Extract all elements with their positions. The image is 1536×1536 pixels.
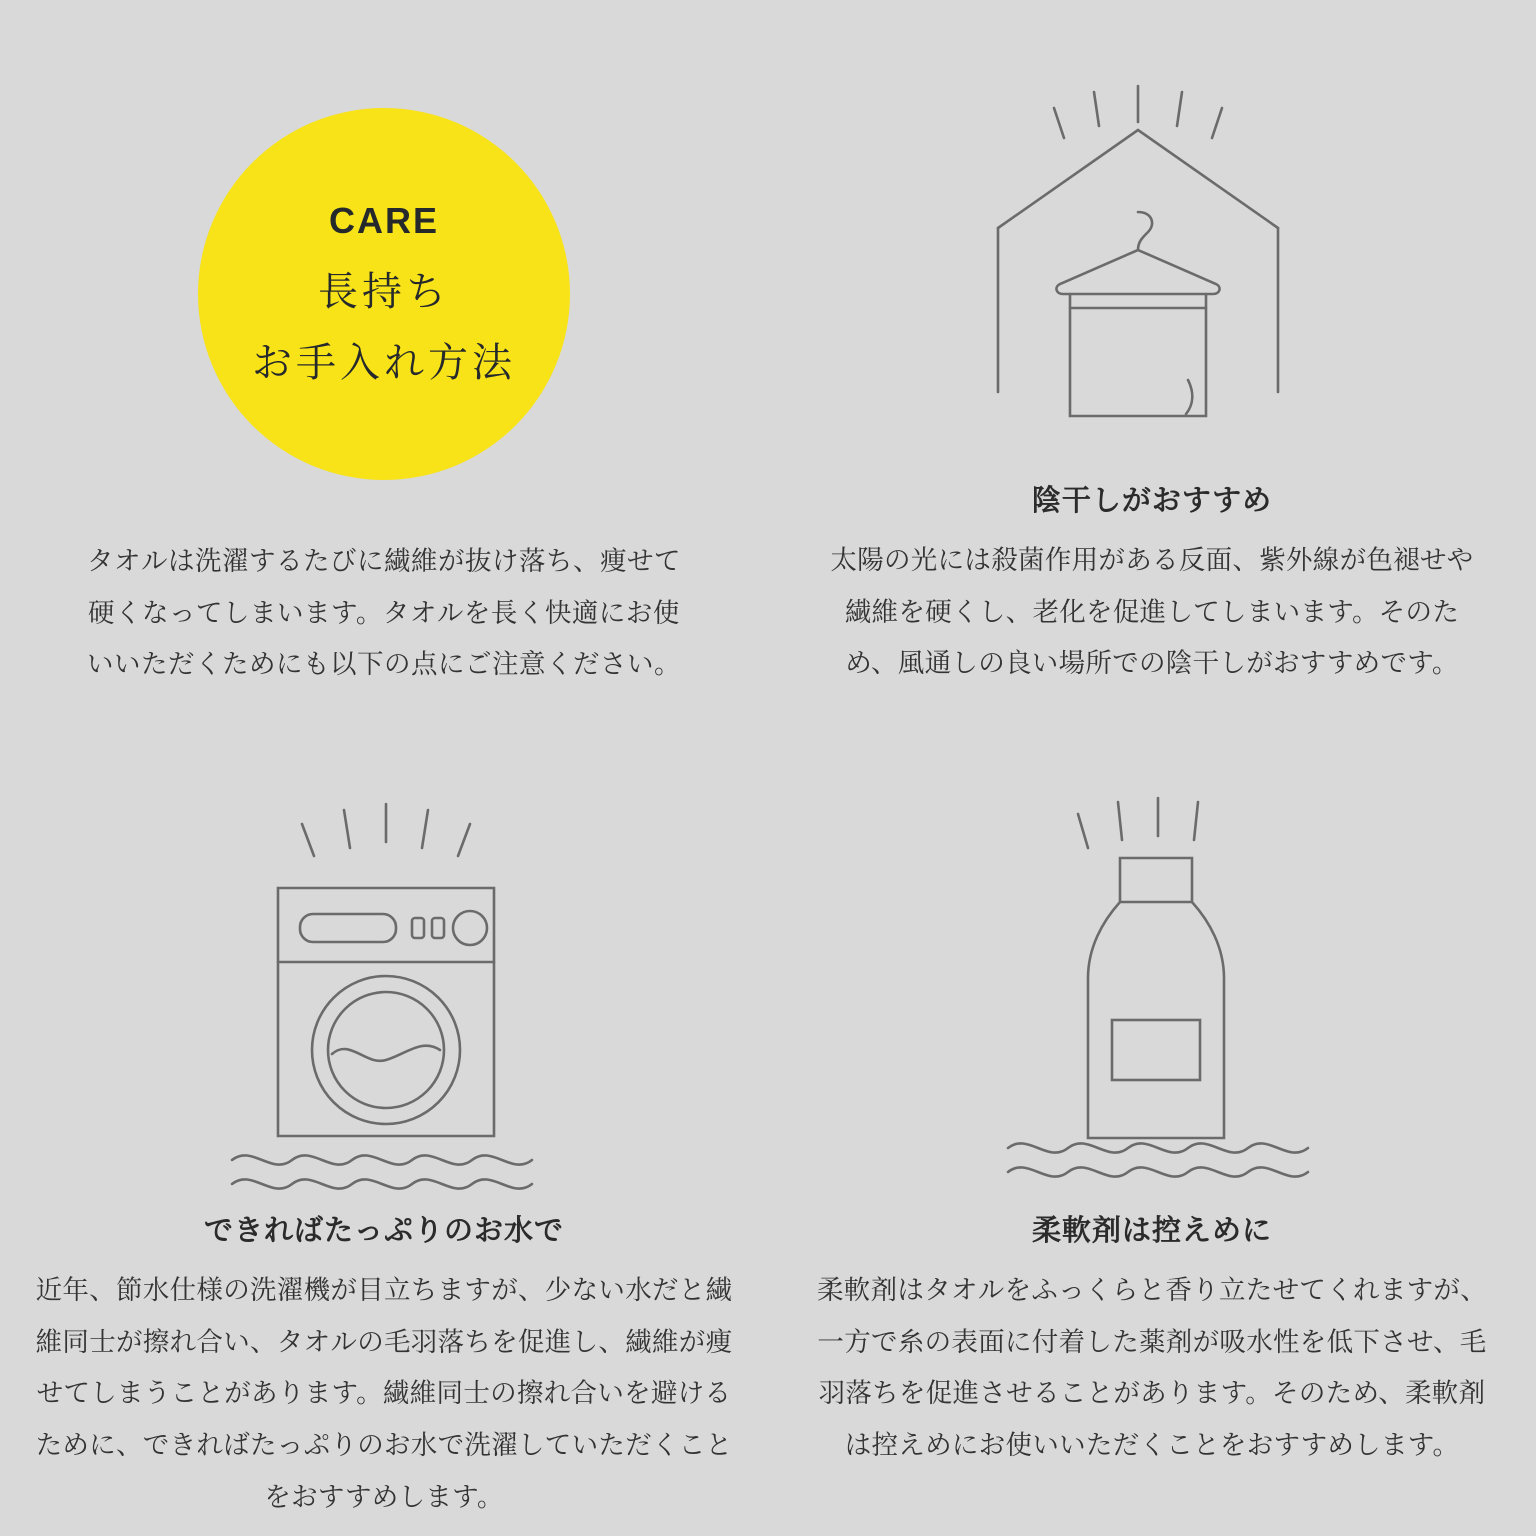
card-title-shade-dry: 陰干しがおすすめ — [1031, 485, 1273, 517]
card-body-shade-dry: 太陽の光には殺菌作用がある反面、紫外線が色褪せや繊維を硬くし、老化を促進してしまいます。そのため、風通しの良い場所での陰干しがおすすめです。 — [830, 545, 1474, 679]
card-body-less-softener: 柔軟剤はタオルをふっくらと香り立たせてくれますが、一方で糸の表面に付着した薬剤が吸水性を低下させ、毛羽落ちを促進させることがあります。そのため、柔軟剤は控えめにお使いいただくことをおすすめします。 — [817, 1275, 1487, 1461]
detergent-bottle-icon — [932, 792, 1372, 1192]
badge-title-en: CARE — [328, 200, 439, 241]
card-title-less-softener: 柔軟剤は控えめに — [1031, 1215, 1272, 1247]
care-badge-cell — [0, 0, 768, 770]
badge-title-jp-line1: 長持ち — [318, 270, 450, 314]
badge-title-jp-line2: お手入れ方法 — [252, 341, 516, 385]
card-shade-dry — [768, 0, 1536, 770]
badge-intro-text: タオルは洗濯するたびに繊維が抜け落ち、痩せて硬くなってしまいます。タオルを長く快適にお使いいただくためにも以下の点にご注意ください。 — [87, 546, 681, 680]
card-less-softener — [768, 770, 1536, 1536]
care-badge — [198, 108, 570, 480]
washing-machine-icon — [164, 792, 604, 1192]
card-plenty-water — [0, 770, 768, 1536]
card-title-plenty-water: できればたっぷりのお水で — [203, 1215, 564, 1247]
house-hanger-towel-icon — [932, 62, 1372, 462]
card-body-plenty-water: 近年、節水仕様の洗濯機が目立ちますが、少ない水だと繊維同士が擦れ合い、タオルの毛羽落ちを促進し、繊維が痩せてしまうことがあります。繊維同士の擦れ合いを避けるために、できればたっぷりのお水で洗濯していただくことをおすすめします。 — [35, 1275, 733, 1512]
